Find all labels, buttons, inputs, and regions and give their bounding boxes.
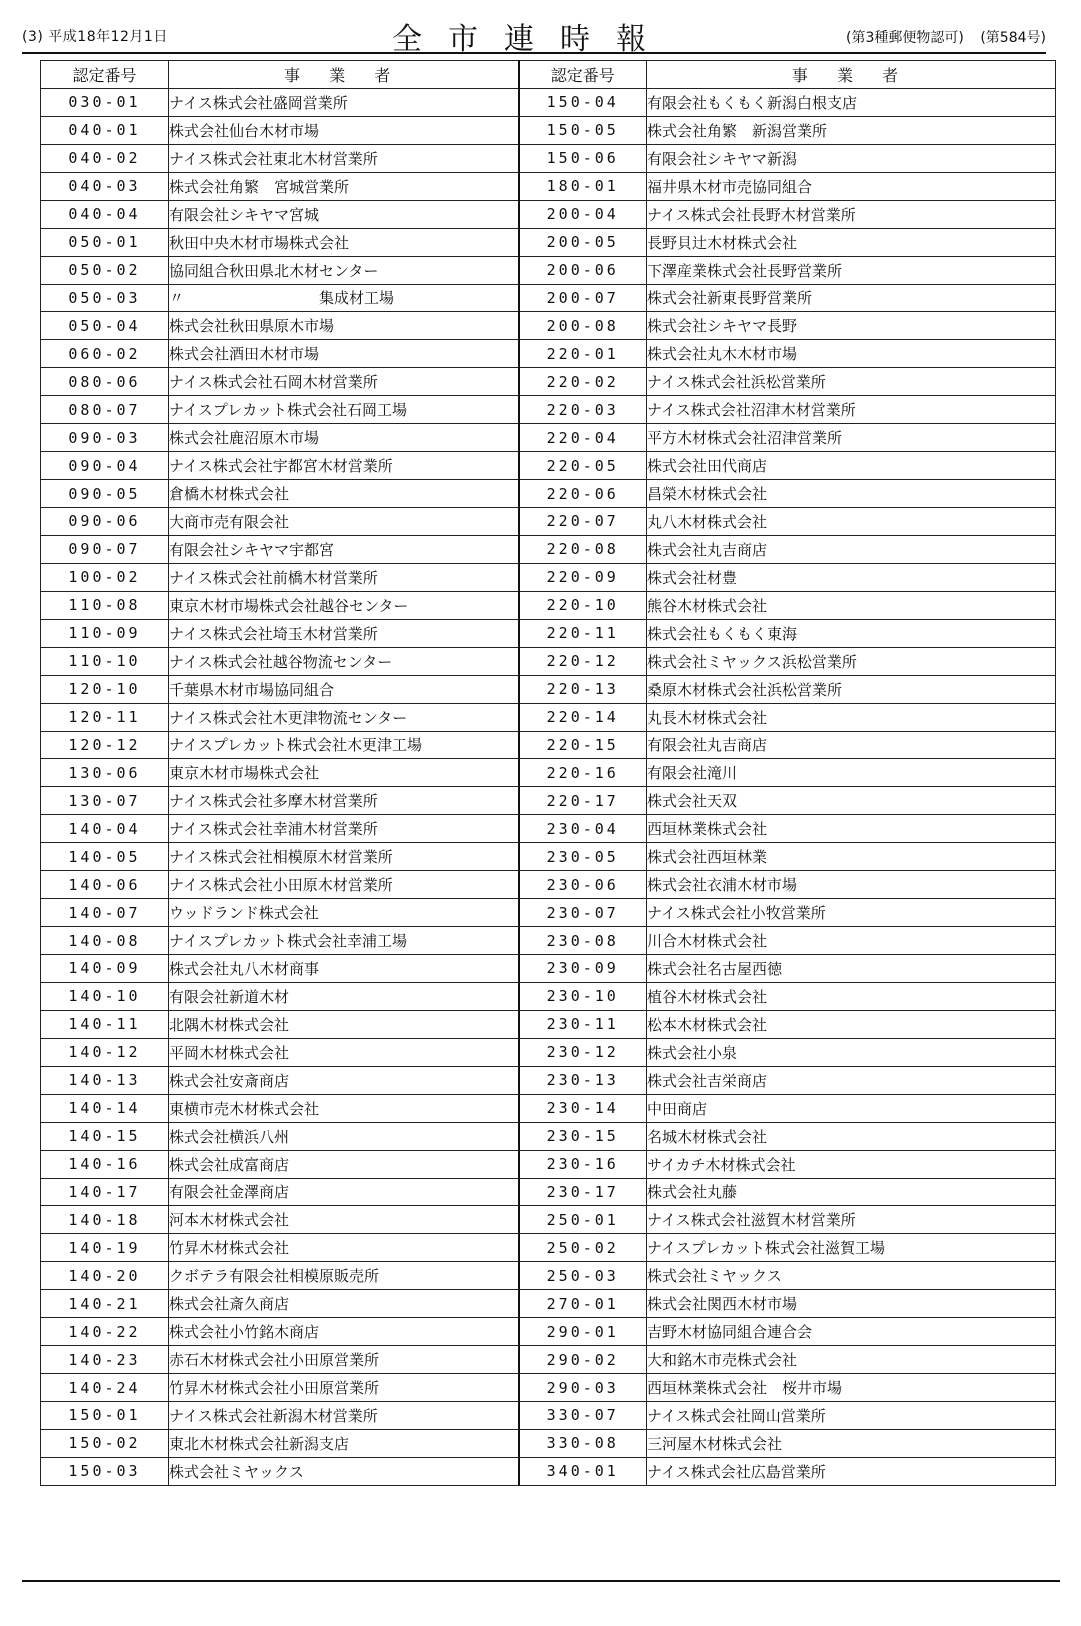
- business-name: 株式会社ミヤックス浜松営業所: [647, 647, 1056, 675]
- business-name: 三河屋木材株式会社: [647, 1429, 1056, 1457]
- table-row: [41, 675, 1056, 703]
- column-header-business: 事 業 者: [647, 61, 1056, 89]
- certification-code: 230-06: [519, 871, 647, 899]
- business-name: 河本木材株式会社: [169, 1206, 519, 1234]
- certification-code: 230-15: [519, 1122, 647, 1150]
- certification-code: 220-07: [519, 508, 647, 536]
- table-row: [41, 927, 1056, 955]
- business-name: 丸長木材株式会社: [647, 703, 1056, 731]
- business-name: 株式会社材豊: [647, 563, 1056, 591]
- certification-code: 140-06: [41, 871, 169, 899]
- certification-code: 150-01: [41, 1402, 169, 1430]
- table-row: [41, 1122, 1056, 1150]
- certification-code: 110-08: [41, 591, 169, 619]
- certification-code: 120-11: [41, 703, 169, 731]
- newspaper-title: 全市連時報: [392, 22, 672, 57]
- table-row: [41, 144, 1056, 172]
- table-row: [41, 703, 1056, 731]
- table-row: [41, 1234, 1056, 1262]
- certification-code: 140-24: [41, 1374, 169, 1402]
- table-row: [41, 1150, 1056, 1178]
- business-name: 株式会社田代商店: [647, 452, 1056, 480]
- business-name: 倉橋木材株式会社: [169, 480, 519, 508]
- certification-code: 230-16: [519, 1150, 647, 1178]
- table-row: [41, 1318, 1056, 1346]
- business-name: 赤石木材株式会社小田原営業所: [169, 1346, 519, 1374]
- certification-code: 140-22: [41, 1318, 169, 1346]
- business-name: 株式会社名古屋西徳: [647, 955, 1056, 983]
- certification-code: 290-02: [519, 1346, 647, 1374]
- certification-code: 220-10: [519, 591, 647, 619]
- business-name: 有限会社シキヤマ新潟: [647, 144, 1056, 172]
- business-name: 株式会社角繁 新潟営業所: [647, 116, 1056, 144]
- certification-code: 140-15: [41, 1122, 169, 1150]
- certification-code: 230-14: [519, 1094, 647, 1122]
- business-name: 株式会社仙台木材市場: [169, 116, 519, 144]
- business-name: 下澤産業株式会社長野営業所: [647, 256, 1056, 284]
- table-row: [41, 899, 1056, 927]
- certification-code: 250-03: [519, 1262, 647, 1290]
- certification-code: 340-01: [519, 1457, 647, 1485]
- table-row: [41, 619, 1056, 647]
- business-name: 株式会社角繁 宮城営業所: [169, 172, 519, 200]
- certification-code: 230-09: [519, 955, 647, 983]
- certification-code: 140-14: [41, 1094, 169, 1122]
- business-name: 株式会社衣浦木材市場: [647, 871, 1056, 899]
- postal-note: (第3種郵便物認可): [846, 30, 964, 46]
- certification-code: 180-01: [519, 172, 647, 200]
- business-name: ナイス株式会社滋賀木材営業所: [647, 1206, 1056, 1234]
- certification-code: 220-16: [519, 759, 647, 787]
- certification-code: 040-02: [41, 144, 169, 172]
- table-row: [41, 1374, 1056, 1402]
- certification-code: 330-08: [519, 1429, 647, 1457]
- page-date: (3) 平成18年12月1日: [22, 29, 168, 45]
- business-name: 東横市売木材株式会社: [169, 1094, 519, 1122]
- business-name: 松本木材株式会社: [647, 1010, 1056, 1038]
- certification-code: 220-02: [519, 368, 647, 396]
- business-name: 株式会社安斎商店: [169, 1066, 519, 1094]
- certification-code: 090-06: [41, 508, 169, 536]
- business-name: 千葉県木材市場協同組合: [169, 675, 519, 703]
- certification-code: 130-07: [41, 787, 169, 815]
- business-name: 平岡木材株式会社: [169, 1038, 519, 1066]
- certification-code: 250-02: [519, 1234, 647, 1262]
- certification-code: 290-03: [519, 1374, 647, 1402]
- business-name: 竹昇木材株式会社小田原営業所: [169, 1374, 519, 1402]
- certification-code: 140-13: [41, 1066, 169, 1094]
- business-name: 平方木材株式会社沼津営業所: [647, 424, 1056, 452]
- certification-code: 220-04: [519, 424, 647, 452]
- business-name: ナイス株式会社幸浦木材営業所: [169, 815, 519, 843]
- business-name: 株式会社斎久商店: [169, 1290, 519, 1318]
- business-name: 株式会社吉栄商店: [647, 1066, 1056, 1094]
- page-header: [22, 14, 1046, 57]
- certification-code: 060-02: [41, 340, 169, 368]
- certification-code: 030-01: [41, 88, 169, 116]
- certification-code: 150-02: [41, 1429, 169, 1457]
- table-row: [41, 591, 1056, 619]
- certification-code: 200-07: [519, 284, 647, 312]
- certification-code: 090-05: [41, 480, 169, 508]
- certification-code: 140-17: [41, 1178, 169, 1206]
- table-row: [41, 256, 1056, 284]
- table-row: [41, 871, 1056, 899]
- table-row: [41, 452, 1056, 480]
- business-name: 福井県木材市売協同組合: [647, 172, 1056, 200]
- certification-code: 230-08: [519, 927, 647, 955]
- certification-code: 140-16: [41, 1150, 169, 1178]
- certification-code: 140-05: [41, 843, 169, 871]
- business-name: 株式会社小泉: [647, 1038, 1056, 1066]
- table-row: [41, 1290, 1056, 1318]
- business-name: ナイス株式会社沼津木材営業所: [647, 396, 1056, 424]
- table-row: [41, 982, 1056, 1010]
- table-row: [41, 284, 1056, 312]
- business-name: ナイス株式会社小牧営業所: [647, 899, 1056, 927]
- business-name: 竹昇木材株式会社: [169, 1234, 519, 1262]
- business-name: 株式会社成富商店: [169, 1150, 519, 1178]
- certification-code: 150-04: [519, 88, 647, 116]
- business-name: ナイス株式会社東北木材営業所: [169, 144, 519, 172]
- business-name: 有限会社もくもく新潟白根支店: [647, 88, 1056, 116]
- certification-code: 090-03: [41, 424, 169, 452]
- certification-code: 080-07: [41, 396, 169, 424]
- table-row: [41, 815, 1056, 843]
- table-row: [41, 228, 1056, 256]
- certification-code: 140-23: [41, 1346, 169, 1374]
- business-name: サイカチ木材株式会社: [647, 1150, 1056, 1178]
- table-row: [41, 731, 1056, 759]
- business-name: 西垣林業株式会社: [647, 815, 1056, 843]
- business-name: 植谷木材株式会社: [647, 982, 1056, 1010]
- certification-code: 200-08: [519, 312, 647, 340]
- certification-code: 110-10: [41, 647, 169, 675]
- table-row: [41, 1010, 1056, 1038]
- column-header-business: 事 業 者: [169, 61, 519, 89]
- issue-number: (第584号): [980, 30, 1046, 46]
- table-row: [41, 368, 1056, 396]
- business-name: 〃 集成材工場: [169, 284, 519, 312]
- business-name: 協同組合秋田県北木材センター: [169, 256, 519, 284]
- table-row: [41, 312, 1056, 340]
- business-name: 株式会社もくもく東海: [647, 619, 1056, 647]
- certification-code: 220-08: [519, 535, 647, 563]
- table-row: [41, 1178, 1056, 1206]
- certification-code: 140-08: [41, 927, 169, 955]
- footer-rule: [22, 1580, 1060, 1582]
- business-name: 株式会社天双: [647, 787, 1056, 815]
- business-name: クボテラ有限会社相模原販売所: [169, 1262, 519, 1290]
- certification-code: 140-12: [41, 1038, 169, 1066]
- table-row: [41, 1262, 1056, 1290]
- issue-info: [846, 27, 1046, 47]
- table-row: [41, 396, 1056, 424]
- table-body: [41, 88, 1056, 1485]
- certification-code: 220-01: [519, 340, 647, 368]
- business-name: 株式会社関西木材市場: [647, 1290, 1056, 1318]
- certification-code: 220-09: [519, 563, 647, 591]
- certification-code: 150-03: [41, 1457, 169, 1485]
- table-row: [41, 424, 1056, 452]
- certification-code: 290-01: [519, 1318, 647, 1346]
- certification-code: 220-17: [519, 787, 647, 815]
- table-row: [41, 1206, 1056, 1234]
- certification-code: 140-09: [41, 955, 169, 983]
- certification-code: 050-01: [41, 228, 169, 256]
- business-name: 大商市売有限会社: [169, 508, 519, 536]
- table-row: [41, 563, 1056, 591]
- business-name: ナイス株式会社宇都宮木材営業所: [169, 452, 519, 480]
- business-name: 株式会社丸藤: [647, 1178, 1056, 1206]
- certification-code: 040-03: [41, 172, 169, 200]
- business-name: 株式会社新東長野営業所: [647, 284, 1056, 312]
- table-row: [41, 1038, 1056, 1066]
- business-name: ナイスプレカット株式会社木更津工場: [169, 731, 519, 759]
- table-row: [41, 200, 1056, 228]
- business-name: ナイス株式会社石岡木材営業所: [169, 368, 519, 396]
- certification-code: 040-04: [41, 200, 169, 228]
- business-name: ナイス株式会社相模原木材営業所: [169, 843, 519, 871]
- certification-code: 220-15: [519, 731, 647, 759]
- business-name: 秋田中央木材市場株式会社: [169, 228, 519, 256]
- column-header-code: 認定番号: [519, 61, 647, 89]
- certification-code: 140-10: [41, 982, 169, 1010]
- certification-code: 230-10: [519, 982, 647, 1010]
- certification-code: 110-09: [41, 619, 169, 647]
- certification-code: 230-04: [519, 815, 647, 843]
- business-name: ウッドランド株式会社: [169, 899, 519, 927]
- certification-table: [40, 60, 1056, 1486]
- table-row: [41, 1094, 1056, 1122]
- business-name: 株式会社ミヤックス: [169, 1457, 519, 1485]
- business-name: 吉野木材協同組合連合会: [647, 1318, 1056, 1346]
- business-name: ナイス株式会社前橋木材営業所: [169, 563, 519, 591]
- certification-code: 050-03: [41, 284, 169, 312]
- certification-code: 150-05: [519, 116, 647, 144]
- certification-code: 250-01: [519, 1206, 647, 1234]
- table-row: [41, 787, 1056, 815]
- business-name: ナイス株式会社多摩木材営業所: [169, 787, 519, 815]
- business-name: 西垣林業株式会社 桜井市場: [647, 1374, 1056, 1402]
- business-name: 株式会社横浜八州: [169, 1122, 519, 1150]
- certification-code: 230-05: [519, 843, 647, 871]
- business-name: 有限会社シキヤマ宇都宮: [169, 535, 519, 563]
- certification-code: 220-06: [519, 480, 647, 508]
- table-row: [41, 759, 1056, 787]
- table-row: [41, 508, 1056, 536]
- business-name: 東京木材市場株式会社: [169, 759, 519, 787]
- certification-code: 230-13: [519, 1066, 647, 1094]
- business-name: 名城木材株式会社: [647, 1122, 1056, 1150]
- business-name: 有限会社金澤商店: [169, 1178, 519, 1206]
- certification-code: 220-11: [519, 619, 647, 647]
- table-row: [41, 172, 1056, 200]
- certification-code: 220-05: [519, 452, 647, 480]
- business-name: ナイス株式会社木更津物流センター: [169, 703, 519, 731]
- business-name: ナイス株式会社広島営業所: [647, 1457, 1056, 1485]
- table-row: [41, 1402, 1056, 1430]
- certification-code: 200-04: [519, 200, 647, 228]
- certification-code: 120-12: [41, 731, 169, 759]
- certification-code: 130-06: [41, 759, 169, 787]
- business-name: 川合木材株式会社: [647, 927, 1056, 955]
- certification-code: 230-17: [519, 1178, 647, 1206]
- business-name: 株式会社丸吉商店: [647, 535, 1056, 563]
- certification-code: 230-12: [519, 1038, 647, 1066]
- business-name: 株式会社酒田木材市場: [169, 340, 519, 368]
- certification-code: 040-01: [41, 116, 169, 144]
- table-row: [41, 1429, 1056, 1457]
- certification-code: 220-13: [519, 675, 647, 703]
- table-row: [41, 1066, 1056, 1094]
- business-name: ナイス株式会社岡山営業所: [647, 1402, 1056, 1430]
- certification-code: 220-12: [519, 647, 647, 675]
- certification-code: 140-20: [41, 1262, 169, 1290]
- business-name: 昌榮木材株式会社: [647, 480, 1056, 508]
- table-header-row: [41, 61, 1056, 89]
- certification-code: 200-06: [519, 256, 647, 284]
- certification-code: 140-18: [41, 1206, 169, 1234]
- certification-code: 120-10: [41, 675, 169, 703]
- business-name: 丸八木材株式会社: [647, 508, 1056, 536]
- certification-code: 050-02: [41, 256, 169, 284]
- table-row: [41, 843, 1056, 871]
- business-name: 株式会社秋田県原木市場: [169, 312, 519, 340]
- table-row: [41, 116, 1056, 144]
- certification-code: 050-04: [41, 312, 169, 340]
- certification-code: 270-01: [519, 1290, 647, 1318]
- certification-code: 080-06: [41, 368, 169, 396]
- business-name: ナイス株式会社小田原木材営業所: [169, 871, 519, 899]
- certification-code: 140-11: [41, 1010, 169, 1038]
- business-name: 東京木材市場株式会社越谷センター: [169, 591, 519, 619]
- business-name: 熊谷木材株式会社: [647, 591, 1056, 619]
- business-name: 株式会社ミヤックス: [647, 1262, 1056, 1290]
- certification-code: 220-14: [519, 703, 647, 731]
- business-name: 株式会社鹿沼原木市場: [169, 424, 519, 452]
- business-name: ナイス株式会社浜松営業所: [647, 368, 1056, 396]
- table-row: [41, 647, 1056, 675]
- business-name: 桑原木材株式会社浜松営業所: [647, 675, 1056, 703]
- business-name: ナイス株式会社越谷物流センター: [169, 647, 519, 675]
- business-name: 有限会社シキヤマ宮城: [169, 200, 519, 228]
- business-name: 株式会社小竹銘木商店: [169, 1318, 519, 1346]
- certification-code: 140-19: [41, 1234, 169, 1262]
- certification-code: 230-07: [519, 899, 647, 927]
- business-name: 有限会社滝川: [647, 759, 1056, 787]
- certification-code: 220-03: [519, 396, 647, 424]
- table-row: [41, 1346, 1056, 1374]
- certification-code: 230-11: [519, 1010, 647, 1038]
- certification-code: 140-21: [41, 1290, 169, 1318]
- table-row: [41, 340, 1056, 368]
- table-row: [41, 1457, 1056, 1485]
- certification-code: 090-07: [41, 535, 169, 563]
- certification-code: 330-07: [519, 1402, 647, 1430]
- business-name: 東北木材株式会社新潟支店: [169, 1429, 519, 1457]
- certification-code: 100-02: [41, 563, 169, 591]
- business-name: 株式会社丸木木材市場: [647, 340, 1056, 368]
- table-row: [41, 480, 1056, 508]
- business-name: 中田商店: [647, 1094, 1056, 1122]
- business-name: 株式会社丸八木材商事: [169, 955, 519, 983]
- certification-code: 140-07: [41, 899, 169, 927]
- business-name: ナイスプレカット株式会社石岡工場: [169, 396, 519, 424]
- business-name: ナイス株式会社埼玉木材営業所: [169, 619, 519, 647]
- table-row: [41, 535, 1056, 563]
- business-name: 有限会社丸吉商店: [647, 731, 1056, 759]
- header-rule: [22, 52, 1046, 54]
- business-name: ナイスプレカット株式会社幸浦工場: [169, 927, 519, 955]
- business-name: ナイス株式会社長野木材営業所: [647, 200, 1056, 228]
- business-name: 株式会社シキヤマ長野: [647, 312, 1056, 340]
- business-name: ナイス株式会社新潟木材営業所: [169, 1402, 519, 1430]
- business-name: 長野貝辻木材株式会社: [647, 228, 1056, 256]
- column-header-code: 認定番号: [41, 61, 169, 89]
- business-name: 大和銘木市売株式会社: [647, 1346, 1056, 1374]
- table-row: [41, 88, 1056, 116]
- business-name: ナイス株式会社盛岡営業所: [169, 88, 519, 116]
- certification-code: 150-06: [519, 144, 647, 172]
- certification-code: 200-05: [519, 228, 647, 256]
- certification-code: 140-04: [41, 815, 169, 843]
- business-name: 株式会社西垣林業: [647, 843, 1056, 871]
- certification-code: 090-04: [41, 452, 169, 480]
- business-name: ナイスプレカット株式会社滋賀工場: [647, 1234, 1056, 1262]
- business-name: 北隅木材株式会社: [169, 1010, 519, 1038]
- table-row: [41, 955, 1056, 983]
- business-name: 有限会社新道木材: [169, 982, 519, 1010]
